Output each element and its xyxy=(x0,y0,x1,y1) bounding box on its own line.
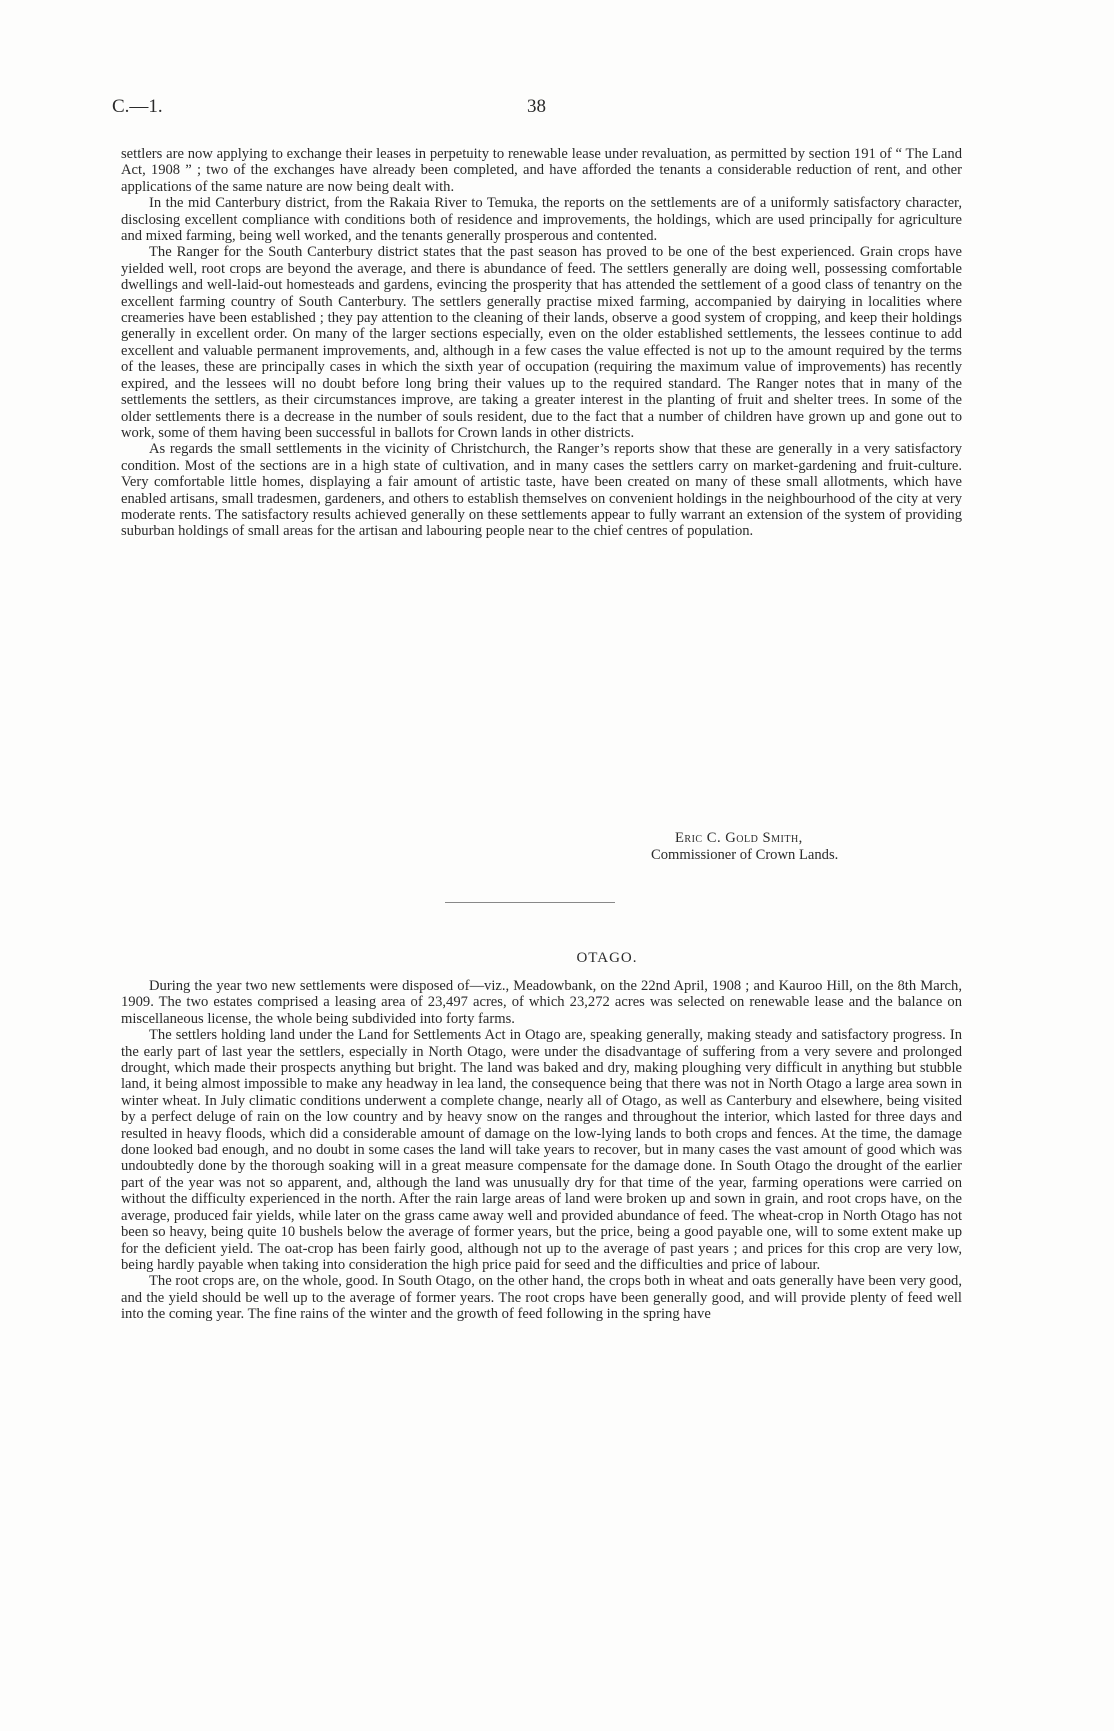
page-header xyxy=(112,96,992,120)
signature-block xyxy=(651,830,838,863)
canterbury-section xyxy=(121,146,962,540)
section-heading-otago: OTAGO. xyxy=(576,950,638,966)
section-divider xyxy=(445,902,615,903)
paragraph: settlers are now applying to exchange their leases in perpetuity to renewable lease under revaluation, as permitted by section 191 of “ The Land Act, 1908 ” ; two of the exchanges have already been completed, and have afforded the tenants a considerable reduction of rent, and other applications of the same nature are now being dealt with. xyxy=(121,146,962,195)
signatory-title: Commissioner of Crown Lands. xyxy=(651,846,839,863)
document-code: C.—1. xyxy=(112,96,163,117)
paragraph: The root crops are, on the whole, good. In South Otago, on the other hand, the crops both in wheat and oats generally have been very good, and the yield should be well up to the average of former years. The root crops have been generally good, and will provide plenty of feed well into the coming year. The fine rains of the winter and the growth of feed following in the spring have xyxy=(121,1273,962,1323)
signatory-name: Eric C. Gold Smith, xyxy=(675,830,803,846)
paragraph: The Ranger for the South Canterbury district states that the past season has proved to be one of the best experienced. Grain crops have yielded well, root crops are beyond the average, and there is abundance of feed. The settlers generally are doing well, possessing comfortable dwellings and well-laid-out homesteads and gardens, evincing the prosperity that has attended the settlement of a good class of tenantry on the excellent farming country of South Canterbury. The settlers generally practise mixed farming, accompanied by dairying in localities where creameries have been established ; they pay attention to the cleaning of their lands, observe a good system of cropping, and keep their holdings generally in excellent order. On many of the larger sections especially, even on the older established settlements, the lessees continue to add excellent and valuable permanent improvements, and, although in a few cases the value effected is not up to the amount required by the terms of the leases, these are principally cases in which the sixth year of occupation (requiring the maximum value of improvements) has recently expired, and the lessees will no doubt before long bring their values up to the required standard. The Ranger notes that in many of the settlements the settlers, as their circumstances improve, are taking a greater interest in the planting of fruit and shelter trees. In some of the older settlements there is a decrease in the number of souls resident, due to the fact that a number of children have grown up and gone out to work, some of them having been successful in ballots for Crown lands in other districts. xyxy=(121,244,962,441)
paragraph: As regards the small settlements in the vicinity of Christchurch, the Ranger’s reports show that these are generally in a very satisfactory condition. Most of the sections are in a high state of cultivation, and in many cases the settlers carry on market-gardening and fruit-culture. Very comfortable little homes, displaying a fair amount of artistic taste, have been created on many of these small allotments, which have enabled artisans, small tradesmen, gardeners, and others to establish themselves on convenient holdings in the neighbourhood of the city at very moderate rents. The satisfactory results achieved generally on these settlements appear to fully warrant an extension of the system of providing suburban holdings of small areas for the artisan and labouring people near to the chief centres of population. xyxy=(121,441,962,540)
otago-section xyxy=(121,978,962,1323)
paragraph: The settlers holding land under the Land for Settlements Act in Otago are, speaking generally, making steady and satisfactory progress. In the early part of last year the settlers, especially in North Otago, were under the disadvantage of suffering from a very severe and prolonged drought, which made their prospects anything but bright. The land was baked and dry, making ploughing very difficult in anything but stubble land, it being almost impossible to make any headway in lea land, the consequence being that there was not in North Otago a large area sown in winter wheat. In July climatic conditions underwent a complete change, nearly all of Otago, as well as Canterbury and elsewhere, being visited by a perfect deluge of rain on the low country and by heavy snow on the ranges and throughout the interior, which lasted for three days and resulted in heavy floods, which did a considerable amount of damage on the low-lying lands to both crops and fences. At the time, the damage done looked bad enough, and no doubt in some cases the land will take years to recover, but in many cases the vast amount of good which was undoubtedly done by the thorough soaking will in a great measure compensate for the damage done. In South Otago the drought of the earlier part of the year was not so apparent, and, although the land was unusually dry for that time of the year, farming operations were carried on without the difficulty experienced in the north. After the rain large areas of land were broken up and sown in grain, and root crops have, on the average, produced fair yields, while later on the grass came away well and provided abundance of feed. The wheat-crop in North Otago has not been so heavy, being quite 10 bushels below the average of former years, but the price, being a good payable one, will to some extent make up for the deficient yield. The oat-crop has been fairly good, although not up to the average of past years ; and prices for this crop are very low, being hardly payable when taking into consideration the high price paid for seed and the difficulties and price of labour. xyxy=(121,1027,962,1273)
paragraph: In the mid Canterbury district, from the Rakaia River to Temuka, the reports on the settlements are of a uniformly satisfactory character, disclosing excellent compliance with conditions both of residence and improvements, the holdings, which are used principally for agriculture and mixed farming, being well worked, and the tenants generally prosperous and contented. xyxy=(121,195,962,245)
page-number: 38 xyxy=(527,96,546,117)
paragraph: During the year two new settlements were disposed of—viz., Meadowbank, on the 22nd April, 1908 ; and Kauroo Hill, on the 8th March, 1909. The two estates comprised a leasing area of 23,497 acres, of which 23,272 acres was selected on renewable lease and the balance on miscellaneous license, the whole being subdivided into forty farms. xyxy=(121,978,962,1027)
